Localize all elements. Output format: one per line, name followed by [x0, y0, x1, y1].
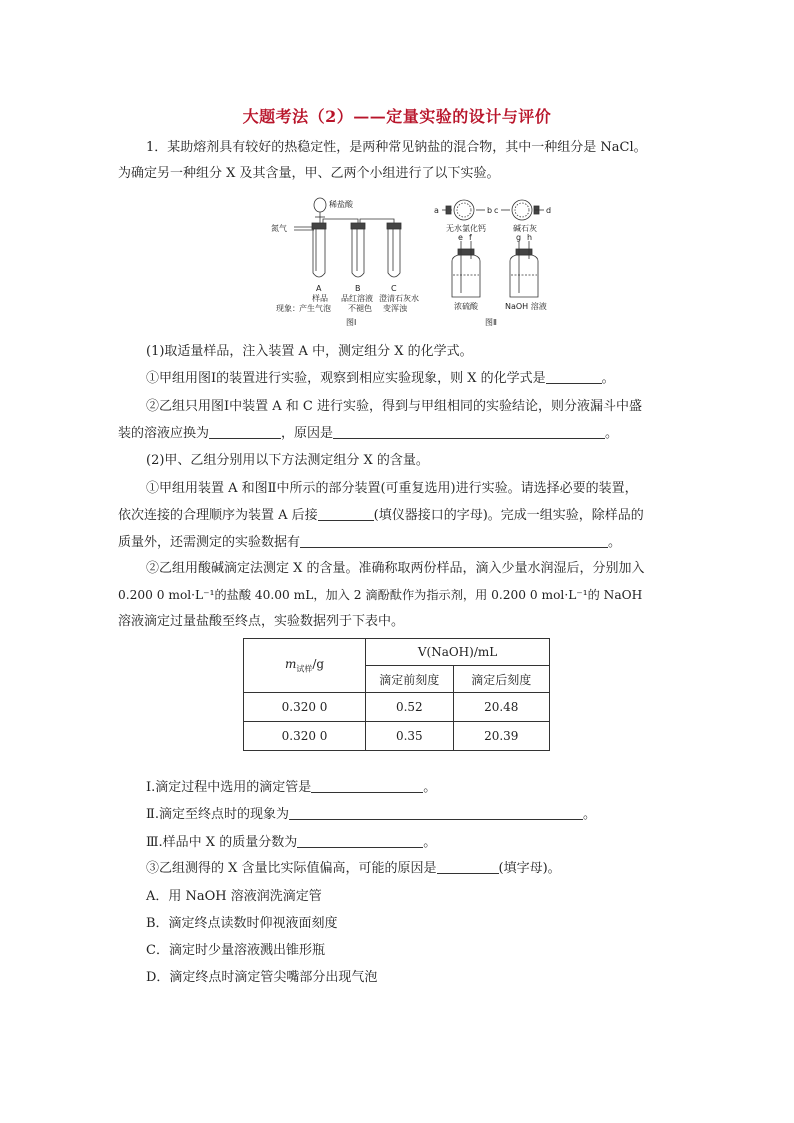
- stopper-a: [312, 223, 326, 229]
- figure-2-caption: 图Ⅱ: [485, 318, 497, 327]
- stopper-c: [387, 223, 401, 229]
- separatory-funnel: [314, 198, 326, 212]
- figure-1: [294, 198, 401, 277]
- port-d: d: [546, 206, 552, 215]
- option-a[interactable]: A．用 NaOH 溶液润洗滴定管: [146, 889, 322, 904]
- name-pinkred: 品红溶液: [341, 294, 373, 303]
- titration-data-table: [243, 638, 550, 751]
- question-intro-line2: 为确定另一种组分 X 及其含量，甲、乙两个小组进行了以下实验。: [118, 166, 500, 181]
- part2-q2-line3: 溶液滴定过量盐酸至终点，实验数据列于下表中。: [118, 614, 405, 629]
- subq-i: [146, 779, 706, 796]
- apparatus-diagram: [266, 193, 566, 333]
- part2-head: (2)甲、乙组分别用以下方法测定组分 X 的含量。: [146, 453, 429, 468]
- subq-i-text: Ⅰ.滴定过程中选用的滴定管是: [146, 780, 312, 795]
- table-row: [244, 693, 550, 722]
- subq-ii: [146, 806, 706, 823]
- subq-3-end: (填字母)。: [498, 861, 561, 876]
- part1-q2-line1: ②乙组只用图Ⅰ中装置 A 和 C 进行实验，得到与甲组相同的实验结论，则分液漏斗中盛: [146, 399, 643, 414]
- tube2-label: 碱石灰: [513, 224, 537, 233]
- after-header: 滴定后刻度: [453, 666, 549, 693]
- apparatus-figure: [266, 193, 566, 333]
- part2-q2-line1: ②乙组用酸碱滴定法测定 X 的含量。准确称取两份样品，滴入少量水润湿后，分别加入: [146, 561, 645, 576]
- part1-head: (1)取适量样品，注入装置 A 中，测定组分 X 的化学式。: [146, 344, 473, 359]
- port-f: f: [469, 233, 472, 242]
- port-a: a: [434, 206, 439, 215]
- tube-a: [313, 229, 325, 277]
- port-c: c: [494, 206, 499, 215]
- phenomenon-c: 变浑浊: [383, 304, 407, 313]
- tube-c: [388, 229, 400, 277]
- letter-c: C: [391, 284, 397, 293]
- phenomenon-a: 产生气泡: [299, 304, 331, 313]
- answer-blank[interactable]: [209, 425, 281, 439]
- acid-label: 稀盐酸: [329, 200, 353, 209]
- tube-b: [352, 229, 364, 277]
- name-limewater: 澄清石灰水: [379, 294, 419, 303]
- part2-q1-line1: ①甲组用装置 A 和图Ⅱ中所示的部分装置(可重复选用)进行实验。请选择必要的装置，: [146, 481, 638, 496]
- letter-a: A: [316, 284, 322, 293]
- subq-3-text: ③乙组测得的 X 含量比实际值偏高，可能的原因是: [146, 861, 437, 876]
- stopper-b: [351, 223, 365, 229]
- mass-sub: 试样: [296, 664, 313, 674]
- mass-cell: 0.320 0: [244, 693, 366, 722]
- answer-blank[interactable]: [333, 425, 605, 439]
- answer-blank[interactable]: [318, 507, 374, 521]
- part2-q1-text-end: (填仪器接口的字母)。完成一组实验，除样品的: [373, 508, 644, 523]
- part2-q1-line2: [118, 507, 678, 524]
- phenomena-prefix: 现象：: [276, 304, 300, 313]
- part2-q1-data-text: 质量外，还需测定的实验数据有: [118, 535, 301, 550]
- mass-unit: /g: [312, 656, 325, 671]
- after-cell: 20.48: [453, 693, 549, 722]
- bottle2-label: NaOH 溶液: [505, 302, 547, 311]
- table-row: [244, 722, 550, 751]
- part1-q1-end: 。: [601, 371, 615, 386]
- figure-1-caption: 图Ⅰ: [346, 318, 357, 327]
- subq-i-end: 。: [423, 780, 437, 795]
- name-sample: 样品: [312, 294, 328, 303]
- part1-q2-line2: [118, 425, 678, 442]
- volume-header: V(NaOH)/mL: [366, 639, 550, 666]
- port-b: b: [487, 206, 493, 215]
- subq-iii: [146, 834, 706, 851]
- answer-blank[interactable]: [300, 534, 608, 548]
- answer-blank[interactable]: [289, 806, 583, 820]
- answer-blank[interactable]: [297, 834, 423, 848]
- subq-iii-text: Ⅲ.样品中 X 的质量分数为: [146, 835, 298, 850]
- answer-blank[interactable]: [311, 779, 423, 793]
- port-h: h: [527, 233, 533, 242]
- subq-iii-end: 。: [423, 835, 437, 850]
- wash-bottle-2: [510, 255, 538, 297]
- option-d[interactable]: D．滴定终点时滴定管尖嘴部分出现气泡: [146, 970, 378, 985]
- option-c[interactable]: C．滴定时少量溶液溅出锥形瓶: [146, 943, 325, 958]
- gas-label: 氮气: [271, 224, 287, 233]
- subq-ii-text: Ⅱ.滴定至终点时的现象为: [146, 807, 289, 822]
- question-intro-line1: 1．某助熔剂具有较好的热稳定性，是两种常见钠盐的混合物，其中一种组分是 NaCl。: [146, 140, 647, 155]
- port-g: g: [516, 233, 522, 242]
- part1-q2-end: 。: [605, 426, 619, 441]
- part2-q1-text: 依次连接的合理顺序为装置 A 后接: [118, 508, 318, 523]
- subq-3: [146, 860, 706, 877]
- bottle1-label: 浓硫酸: [454, 302, 478, 311]
- option-b[interactable]: B．滴定终点读数时仰视液面刻度: [146, 916, 338, 931]
- part1-q1-text: ①甲组用图Ⅰ的装置进行实验，观察到相应实验现象，则 X 的化学式是: [146, 371, 546, 386]
- part1-q2-mid: ，原因是: [281, 426, 334, 441]
- subq-ii-end: 。: [582, 807, 596, 822]
- mass-cell: 0.320 0: [244, 722, 366, 751]
- before-header: 滴定前刻度: [366, 666, 453, 693]
- part2-q1-line3: [118, 534, 678, 551]
- part2-q2-line2: 0.200 0 mol·L⁻¹的盐酸 40.00 mL，加入 2 滴酚酞作为指示剂，用 0.200 0 mol·L⁻¹的 NaOH: [118, 588, 643, 602]
- mass-var: m: [284, 656, 297, 671]
- mass-header: [244, 639, 366, 693]
- before-cell: 0.35: [366, 722, 453, 751]
- part1-q1: [146, 370, 706, 387]
- answer-blank[interactable]: [546, 370, 602, 384]
- tube1-label: 无水氯化钙: [446, 224, 486, 233]
- answer-blank[interactable]: [437, 860, 499, 874]
- part1-q2-text: 装的溶液应换为: [118, 426, 210, 441]
- figure-2: [442, 200, 544, 297]
- phenomenon-b: 不褪色: [348, 304, 372, 313]
- wash-bottle-1: [452, 255, 480, 297]
- before-cell: 0.52: [366, 693, 453, 722]
- port-e: e: [458, 233, 463, 242]
- part2-q1-data-end: 。: [608, 535, 622, 550]
- page-title: 大题考法（2）——定量实验的设计与评价: [242, 107, 552, 126]
- letter-b: B: [355, 284, 361, 293]
- after-cell: 20.39: [453, 722, 549, 751]
